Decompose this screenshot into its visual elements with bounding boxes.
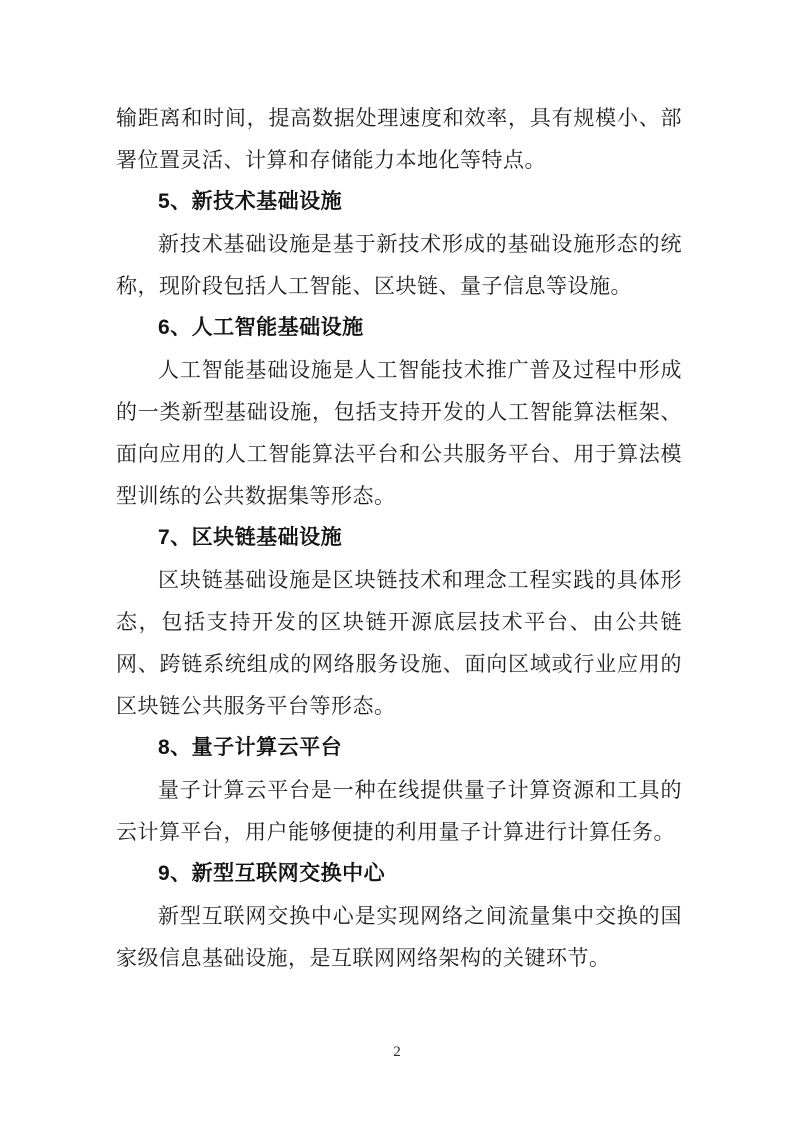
section-heading-7: 7、区块链基础设施 — [158, 526, 343, 549]
body-paragraph-section-7: 区块链基础设施是区块链技术和理念工程实践的具体形态，包括支持开发的区块链开源底层技术平台、由公共链网、跨链系统组成的网络服务设施、面向区域或行业应用的区块链公共服务平台等形态。 — [116, 568, 682, 718]
section-heading-6: 6、人工智能基础设施 — [158, 316, 364, 339]
body-paragraph-continuation: 输距离和时间，提高数据处理速度和效率，具有规模小、部署位置灵活、计算和存储能力本地化等特点。 — [116, 106, 682, 172]
section-heading-5: 5、新技术基础设施 — [158, 190, 343, 213]
body-paragraph-section-8: 量子计算云平台是一种在线提供量子计算资源和工具的云计算平台，用户能够便捷的利用量子计算进行计算任务。 — [116, 778, 682, 844]
section-heading-8: 8、量子计算云平台 — [158, 736, 343, 759]
page-number: 2 — [393, 1044, 401, 1060]
body-paragraph-section-6: 人工智能基础设施是人工智能技术推广普及过程中形成的一类新型基础设施，包括支持开发的人工智能算法框架、面向应用的人工智能算法平台和公共服务平台、用于算法模型训练的公共数据集等形态。 — [116, 358, 682, 508]
body-paragraph-section-9: 新型互联网交换中心是实现网络之间流量集中交换的国家级信息基础设施，是互联网网络架构的关键环节。 — [116, 904, 682, 970]
body-paragraph-section-5: 新技术基础设施是基于新技术形成的基础设施形态的统称，现阶段包括人工智能、区块链、量子信息等设施。 — [116, 232, 682, 298]
document-text-block — [116, 97, 682, 979]
section-heading-9: 9、新型互联网交换中心 — [158, 862, 386, 885]
